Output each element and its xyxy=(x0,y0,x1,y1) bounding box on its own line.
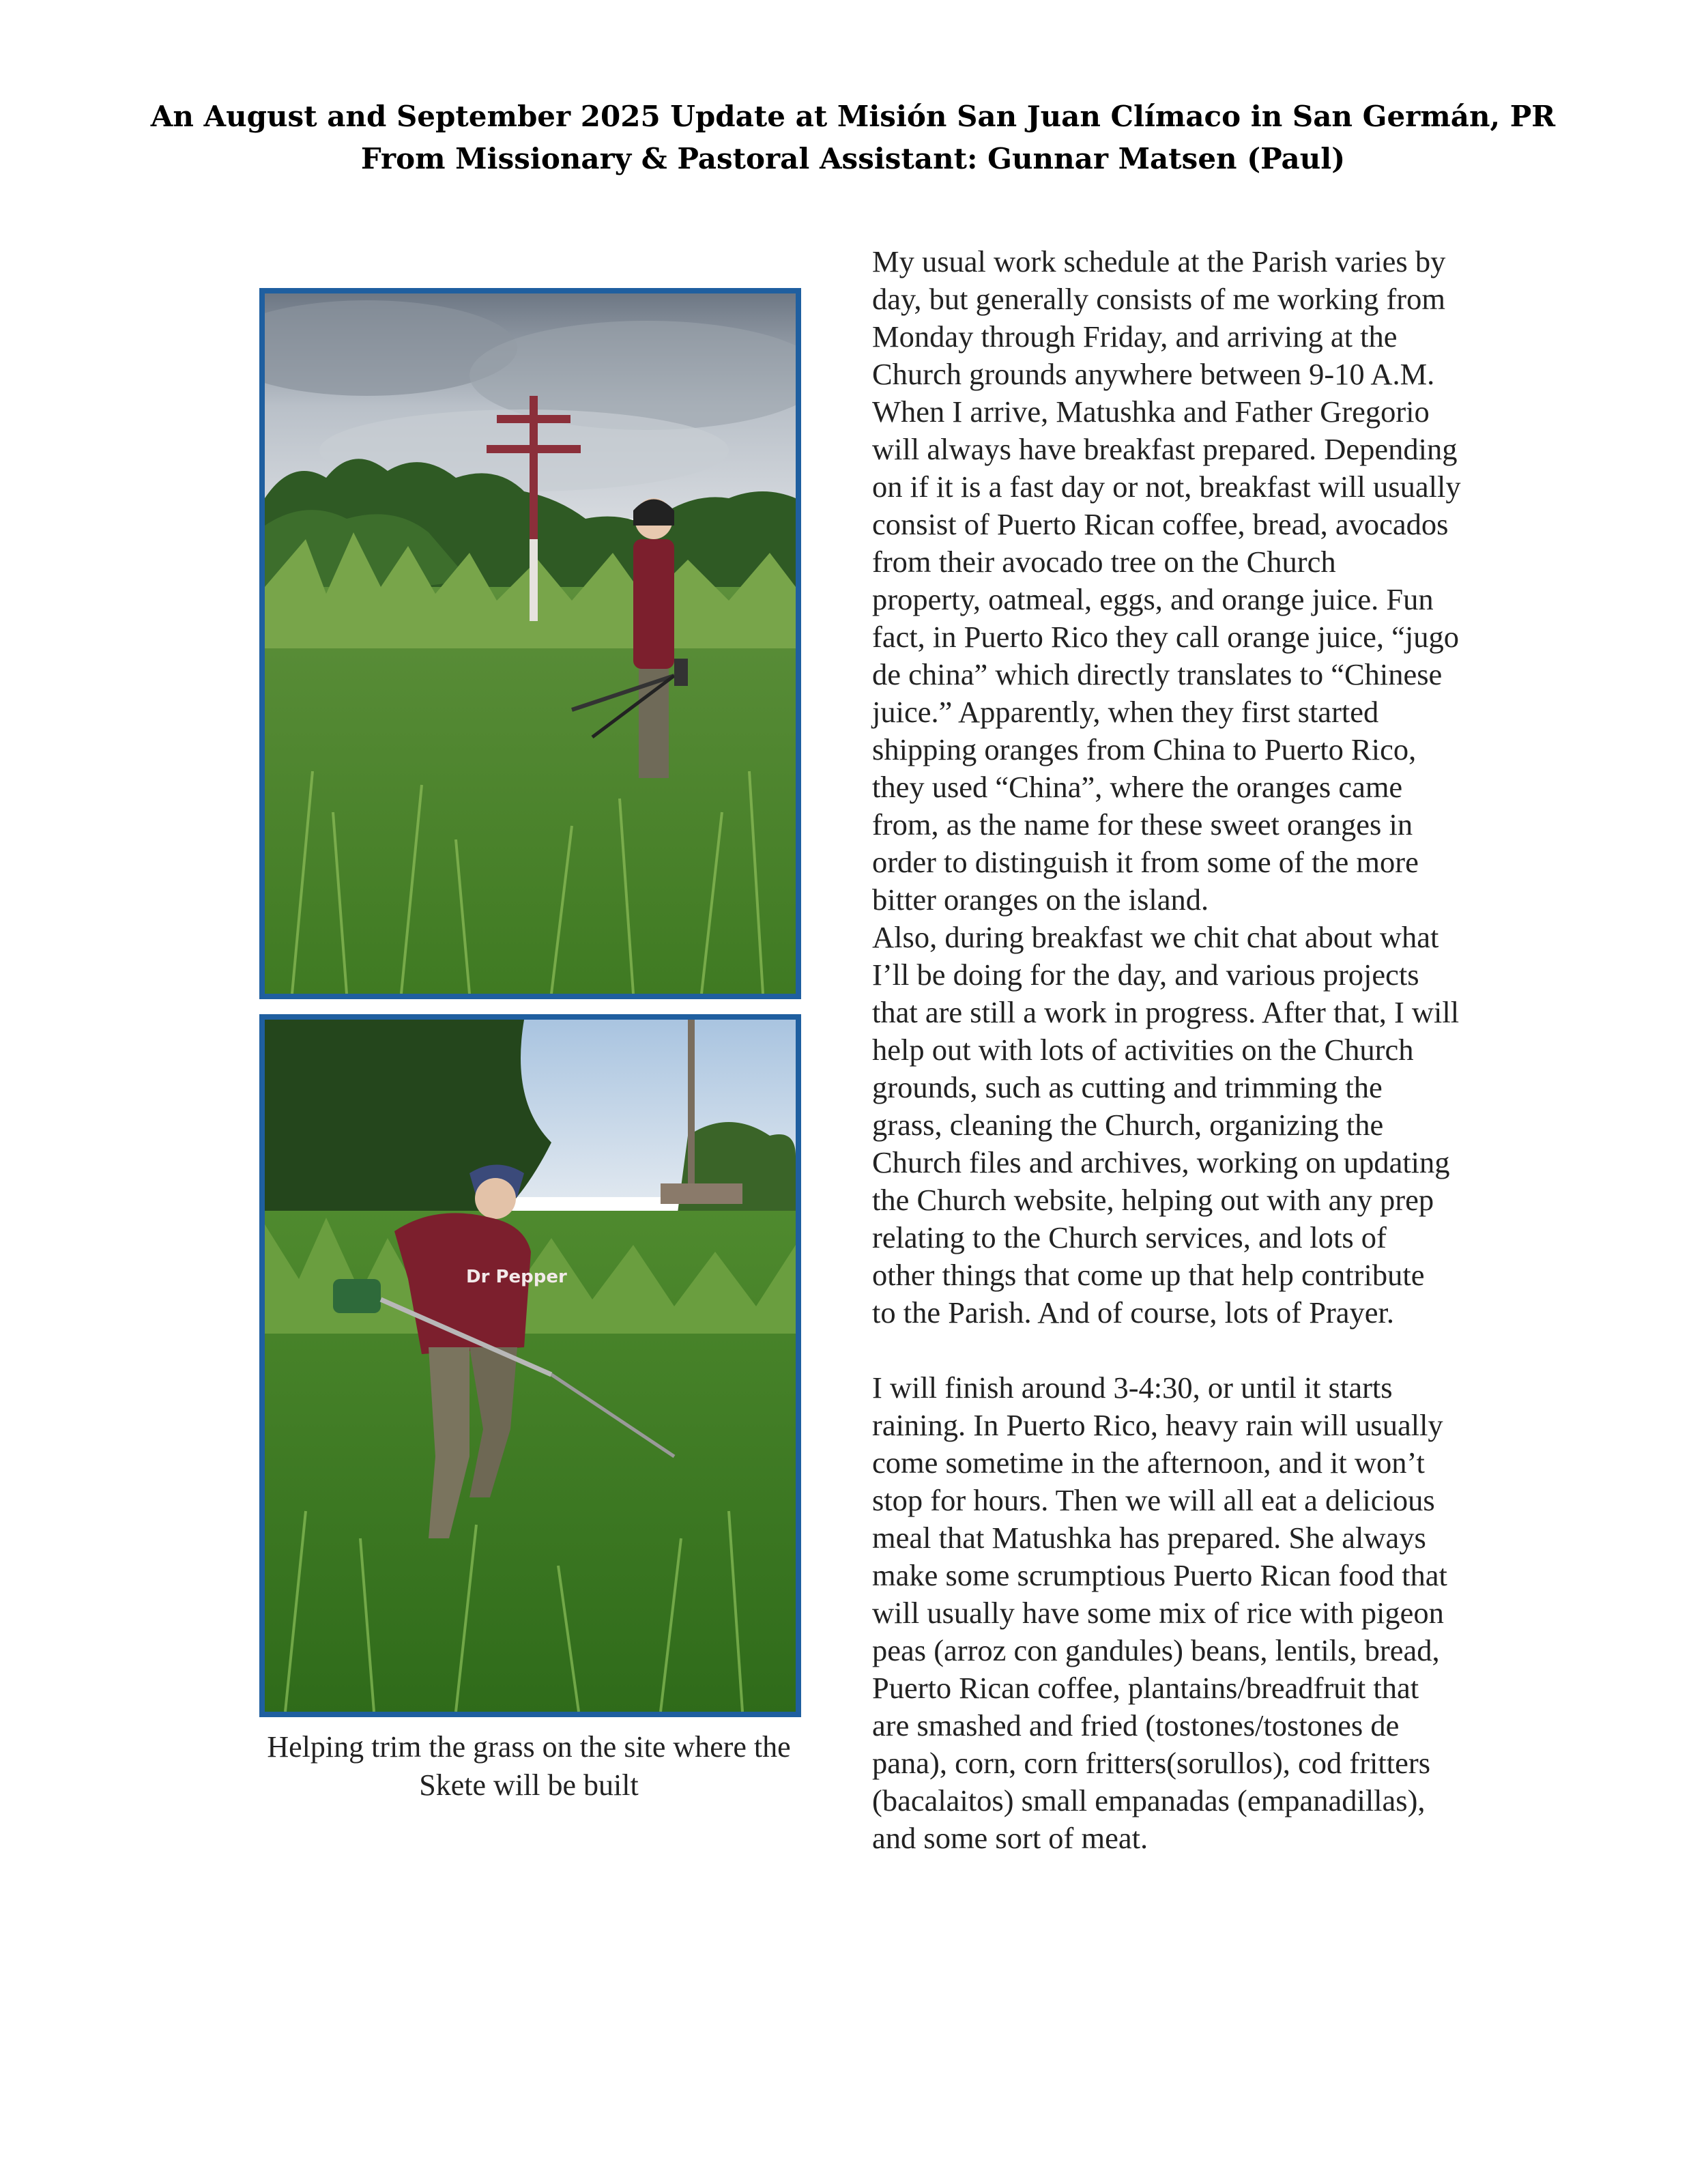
photo-caption xyxy=(225,1728,833,1805)
paragraph-meal: I will finish around 3-4:30, or until it starts raining. In Puerto Rico, heavy rain will usually come sometime in the afternoon, and it won’t stop for hours. Then we will all eat a delicious meal that Matushka has prepared. She always make some scrumptious Puerto Rican food that will usually have some mix of rice with pigeon peas (arroz con gandules) beans, lentils, bread, Puerto Rican coffee, plantains/breadfruit that are smashed and fried (tostones/tostones de pana), corn, corn fritters(sorullos), cod fritters (bacalaitos) small empanadas (empanadillas), and some sort of meat. xyxy=(872,1370,1447,1855)
caption-text: Helping trim the grass on the site where the Skete will be built xyxy=(267,1730,791,1802)
paragraph-activities: Also, during breakfast we chit chat about what I’ll be doing for the day, and various projects that are still a work in progress. After that, I will help out with lots of activities on the Church grounds, such as cutting and trimming the grass, cleaning the Church, organizing the Church files and archives, working on updating the Church website, helping out with any prep relating to the Church services, and lots of other things that come up that help contribute to the Parish. And of course, lots of Prayer. xyxy=(872,920,1460,1330)
paragraph-breakfast: My usual work schedule at the Parish varies by day, but generally consists of me working from Monday through Friday, and arriving at the Church grounds anywhere between 9-10 A.M. When I arrive, Matushka and Father Gregorio will always have breakfast prepared. Depending on if it is a fast day or not, breakfast will usually consist of Puerto Rican coffee, bread, avocados from their avocado tree on the Church property, oatmeal, eggs, and orange juice. Fun fact, in Puerto Rico they call orange juice, “jugo de china” which directly translates to “Chinese juice.” Apparently, when they first started shipping oranges from China to Puerto Rico, they used “China”, where the oranges came from, as the name for these sweet oranges in order to distinguish it from some of the more bitter oranges on the island. xyxy=(872,244,1461,917)
trimming-grass-illustration xyxy=(265,1020,796,1712)
photo-trimming-grass xyxy=(259,1014,801,1717)
page-header xyxy=(0,96,1706,180)
photo-cross-field xyxy=(259,288,801,999)
header-author: From Missionary & Pastoral Assistant: Gunnar Matsen (Paul) xyxy=(360,142,1346,175)
header-title: An August and September 2025 Update at Misión San Juan Clímaco in San Germán, PR xyxy=(150,100,1556,133)
cross-field-illustration xyxy=(265,293,796,994)
shirt-logo: Dr Pepper xyxy=(466,1267,567,1287)
article-body xyxy=(872,243,1555,1857)
